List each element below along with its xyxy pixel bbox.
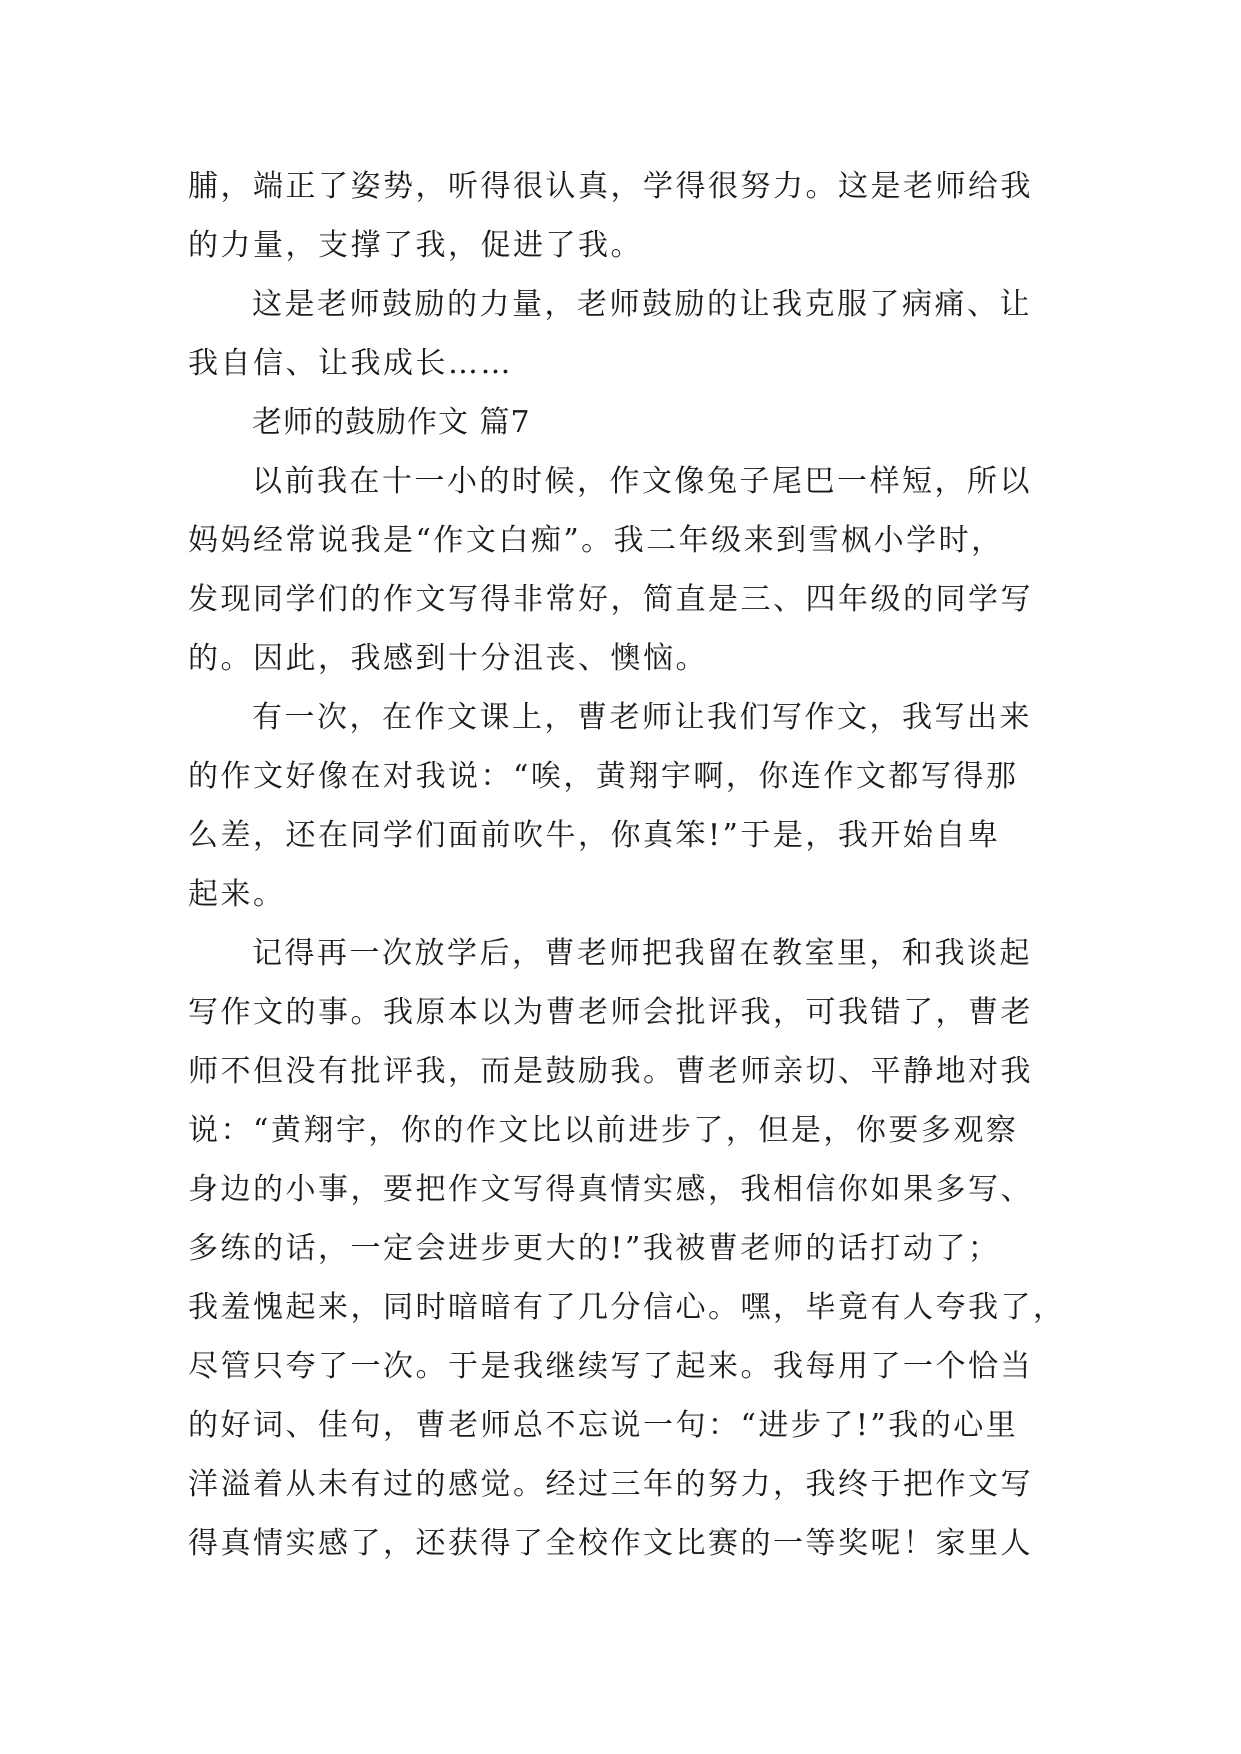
text-line: 身边的小事，要把作文写得真情实感，我相信你如果多写、	[188, 1172, 1033, 1207]
text-line: 尽管只夸了一次。于是我继续写了起来。我每用了一个恰当	[188, 1349, 1033, 1384]
paragraph-start-line: 以前我在十一小的时候，作文像兔子尾巴一样短，所以	[252, 464, 1032, 499]
text-line: 发现同学们的作文写得非常好，简直是三、四年级的同学写	[188, 582, 1033, 617]
paragraph-start-line: 记得再一次放学后，曹老师把我留在教室里，和我谈起	[252, 936, 1032, 971]
essay-body	[188, 157, 1068, 1573]
text-line: 洋溢着从未有过的感觉。经过三年的努力，我终于把作文写	[188, 1467, 1033, 1502]
text-line: 多练的话，一定会进步更大的!”我被曹老师的话打动了；	[188, 1231, 1001, 1266]
text-line: 的。因此，我感到十分沮丧、懊恼。	[188, 641, 708, 676]
paragraph-start-line: 这是老师鼓励的力量，老师鼓励的让我克服了病痛、让	[252, 287, 1032, 322]
text-line: 说：“黄翔宇，你的作文比以前进步了，但是，你要多观察	[188, 1113, 1019, 1148]
text-line: 的力量，支撑了我，促进了我。	[188, 228, 643, 263]
text-line: 脯，端正了姿势，听得很认真，学得很努力。这是老师给我	[188, 169, 1033, 204]
text-line: 我羞愧起来，同时暗暗有了几分信心。嘿，毕竟有人夸我了，	[188, 1290, 1066, 1325]
text-line: 起来。	[188, 877, 286, 912]
text-line: 的作文好像在对我说：“唉，黄翔宇啊，你连作文都写得那	[188, 759, 1019, 794]
section-heading: 老师的鼓励作文 篇7	[252, 405, 531, 440]
text-line: 的好词、佳句，曹老师总不忘说一句：“进步了!”我的心里	[188, 1408, 1019, 1443]
text-line: 得真情实感了，还获得了全校作文比赛的一等奖呢！家里人	[188, 1526, 1033, 1561]
text-line: 么差，还在同学们面前吹牛，你真笨!”于是，我开始自卑	[188, 818, 1001, 853]
text-line: 师不但没有批评我，而是鼓励我。曹老师亲切、平静地对我	[188, 1054, 1033, 1089]
text-line: 写作文的事。我原本以为曹老师会批评我，可我错了，曹老	[188, 995, 1033, 1030]
text-line: 我自信、让我成长……	[188, 346, 513, 381]
text-line: 妈妈经常说我是“作文白痴”。我二年级来到雪枫小学时，	[188, 523, 1004, 558]
paragraph-start-line: 有一次，在作文课上，曹老师让我们写作文，我写出来	[252, 700, 1032, 735]
